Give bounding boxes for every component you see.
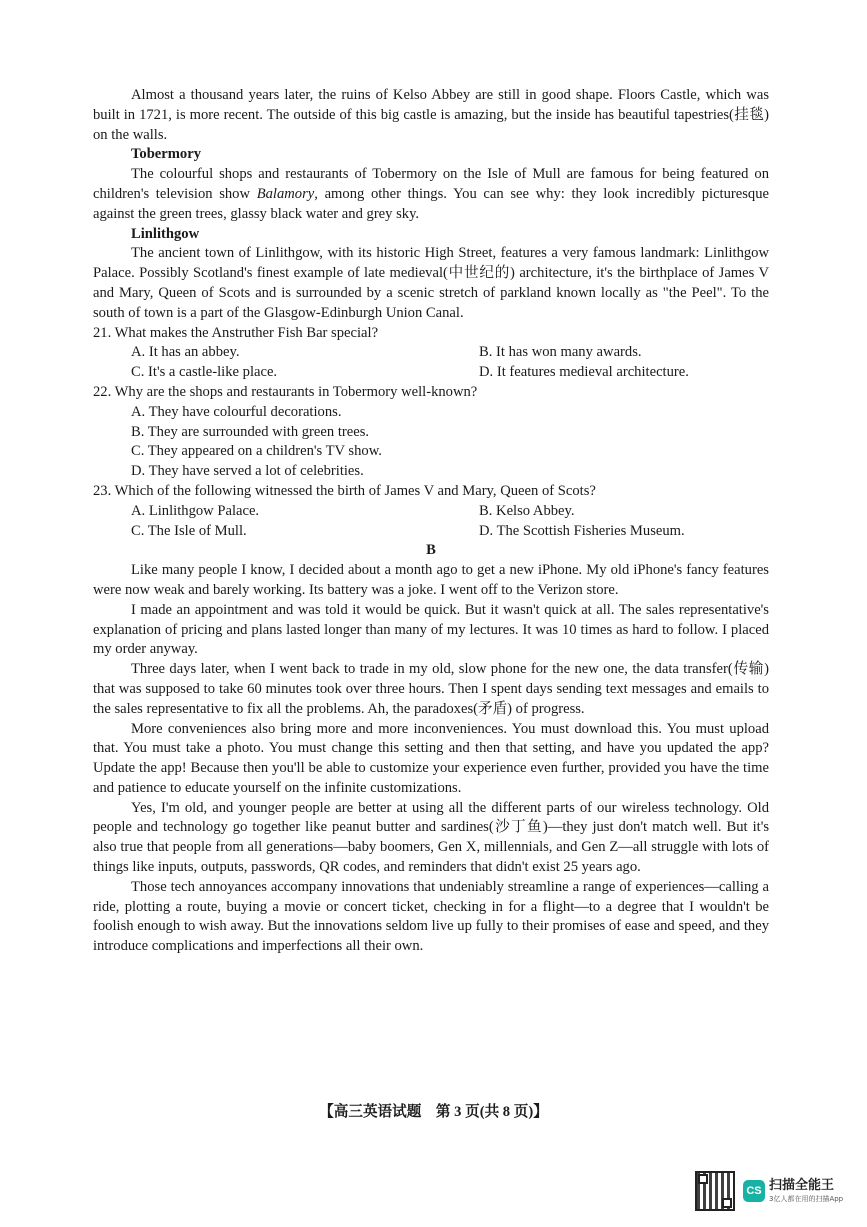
passage-b-paragraph: Those tech annoyances accompany innovations that undeniably streamline a range of experiences—calling a ride, plotting a route, buying a movie or concert ticket, checking in for a flight—to a degree that I wouldn't be foolish enough to wish away. But the innovations seldom live up fully to their promises of ease and speed, and they introduce complications and imperfections all their own. (93, 878, 769, 955)
passage-b-paragraph: Three days later, when I went back to trade in my old, slow phone for the new one, the data transfer(传输) that was supposed to take 60 minutes took over three hours. Then I spent days sending text messages and emails to the sales representative to fix all the problems. Ah, the paradoxes(矛盾) of progress. (93, 661, 769, 717)
passage-b-paragraph: More conveniences also bring more and more inconveniences. You must download this. You must upload that. You must take a photo. You must change this setting and then that setting, and have you updated the app? Update the app! Because then you'll be able to customize your experience even further, provided you have the time and patience to educate yourself on the infinite customizations. (93, 720, 769, 796)
question-22-option-c: C. They appeared on a children's TV show. (131, 443, 382, 460)
page-footer: 【高三英语试题 第 3 页(共 8 页)】 (319, 1104, 548, 1120)
question-23-option-b: B. Kelso Abbey. (479, 502, 575, 519)
qr-code-icon (695, 1171, 735, 1211)
kelso-paragraph: Almost a thousand years later, the ruins of Kelso Abbey are still in good shape. Floors Castle, which was built in 1721, is more recent. The outside of this big castle is amazing, but the inside has beautiful tapestries(挂毯) on the walls. (93, 87, 769, 143)
exam-page-body (93, 86, 769, 957)
question-23-option-a: A. Linlithgow Palace. (131, 502, 260, 519)
linlithgow-paragraph: The ancient town of Linlithgow, with its historic High Street, features a very famous landmark: Linlithgow Palace. Possibly Scotland's finest example of late medieval(中世纪的) architecture, it's the birthplace of James V and Mary, Queen of Scots and is surrounded by a scenic stretch of parkland known locally as "the Peel". To the south of town is a part of the Glasgow-Edinburgh Union Canal. (93, 245, 769, 321)
passage-b-paragraph: Like many people I know, I decided about a month ago to get a new iPhone. My old iPhone's fancy features were now weak and barely working. Its battery was a joke. I went off to the Verizon store. (93, 562, 769, 598)
section-b-label: B (426, 542, 436, 559)
question-23-stem: 23. Which of the following witnessed the birth of James V and Mary, Queen of Scots? (93, 482, 596, 499)
question-23-options (93, 502, 769, 542)
scanner-brand-name: 扫描全能王 (769, 1178, 835, 1193)
question-22-option-a: A. They have colourful decorations. (131, 403, 342, 420)
tobermory-heading: Tobermory (131, 146, 201, 163)
scanner-brand (769, 1178, 843, 1204)
tobermory-text-end: , among other things. You can see why: they look incredibly picturesque against the green trees, glassy black water and grey sky. (93, 185, 769, 222)
scanner-brand-tagline: 3亿人都在用的扫描App (769, 1195, 844, 1203)
linlithgow-heading: Linlithgow (131, 225, 200, 242)
tobermory-paragraph (93, 165, 769, 224)
question-21-stem: 21. What makes the Anstruther Fish Bar special? (93, 324, 379, 341)
question-21-options (93, 343, 769, 383)
question-22-option-b: B. They are surrounded with green trees. (131, 423, 370, 440)
question-22-stem: 22. Why are the shops and restaurants in Tobermory well-known? (93, 383, 478, 400)
passage-b-paragraph: I made an appointment and was told it would be quick. But it wasn't quick at all. The sales representative's explanation of pricing and plans lasted longer than many of my lectures. It was 10 times as hard to follow. I placed my order anyway. (93, 601, 769, 658)
tobermory-text-start: The colourful shops and restaurants of Tobermory on the Isle of Mull are famous for being featured on children's television show (93, 166, 769, 202)
question-21-option-d: D. It features medieval architecture. (479, 364, 689, 381)
scanner-watermark (695, 1168, 855, 1214)
question-21-option-a: A. It has an abbey. (131, 344, 240, 361)
question-23-option-c: C. The Isle of Mull. (131, 522, 247, 539)
question-21-option-b: B. It has won many awards. (479, 344, 642, 361)
question-21-option-c: C. It's a castle-like place. (131, 364, 278, 381)
question-22-options (93, 403, 769, 482)
question-23-option-d: D. The Scottish Fisheries Museum. (479, 522, 685, 539)
tobermory-show-title: Balamory (256, 185, 315, 202)
question-22-option-d: D. They have served a lot of celebrities. (131, 463, 364, 480)
passage-b-paragraph: Yes, I'm old, and younger people are better at using all the different parts of our wireless technology. Old people and technology go together like peanut butter and sardines(沙丁鱼)—they just don't match well. But it's also true that people from all generations—baby boomers, Gen X, millennials, and Gen Z—all struggle with lots of things like inputs, outputs, passwords, QR codes, and reminders that didn't exist 25 years ago. (93, 799, 769, 876)
camscanner-logo-icon: CS (743, 1180, 765, 1202)
